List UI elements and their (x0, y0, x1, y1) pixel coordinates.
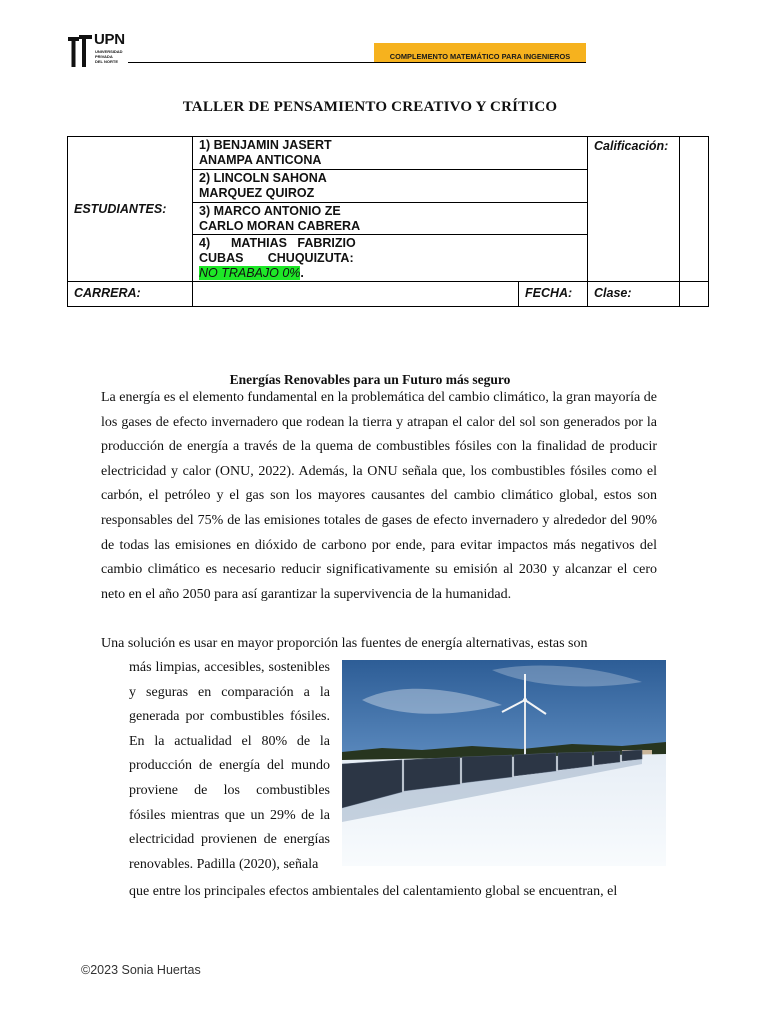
student-1-line1: 1) BENJAMIN JASERT (199, 138, 332, 152)
paragraph-3: que entre los principales efectos ambientales del calentamiento global se encuentran, el (129, 884, 618, 899)
header-divider (128, 62, 586, 63)
solar-panels-wind-turbine-image (342, 660, 666, 866)
paragraph-1: La energía es el elemento fundamental en la problemática del cambio climático, la gran mayoría de los gases de efecto invernadero que rodean la tierra y atrapan el calor del sol son generados por la producción de energía a través de la quema de combustibles fósiles con la finalidad de producir electricidad y calor (ONU, 2022). Además, la ONU señala que, los combustibles fósiles como el carbón, el petróleo y el gas son los mayores causantes del cambio climático global, estos son responsables del 75% de las emisiones totales de gases de efecto invernadero y alrededor del 90% de todas las emisiones en dióxido de carbono por ende, para evitar impactos más negativos del cambio climático es necesario reducir significativamente su emisión al 2030 y alcanzar el cero neto en el año 2050 para así garantizar la supervivencia de la humanidad. (101, 390, 657, 602)
student-2-line2: MARQUEZ QUIROZ (199, 186, 315, 200)
footer-copyright: ©2023 Sonia Huertas (81, 963, 201, 977)
upn-logo-icon (66, 33, 94, 69)
career-label-cell (67, 281, 193, 307)
career-label: CARRERA: (74, 286, 141, 300)
paragraph-2-wrap: más limpias, accesibles, sostenibles y seguras en comparación a la generada por combustibles fósiles. En la actualidad el 80% de la producción de energía del mundo proviene de los combustibles fósiles mientras que un 29% de la electricidad provienen de energías renovables. Padilla (2020), señala (129, 660, 330, 872)
student-4-note: NO TRABAJO 0% (199, 266, 301, 280)
student-info-table (67, 136, 709, 307)
students-label-cell (67, 136, 193, 282)
article-title: Energías Renovables para un Futuro más seguro (229, 372, 511, 387)
paragraph-2-first-line: Una solución es usar en mayor proporción las fuentes de energía alternativas, estas son (101, 636, 588, 651)
student-3-line1: 3) MARCO ANTONIO ZE (199, 204, 341, 218)
logo-sub-3: DEL NORTE (95, 59, 119, 64)
student-4-line1: 4) MATHIAS FABRIZIO (199, 236, 356, 250)
logo-text: UPN (94, 31, 125, 48)
upn-logo (66, 33, 126, 71)
student-1-cell (192, 136, 588, 170)
class-label-cell (587, 281, 680, 307)
student-2-line1: 2) LINCOLN SAHONA (199, 171, 327, 185)
document-title: TALLER DE PENSAMIENTO CREATIVO Y CRÍTICO (182, 99, 558, 115)
student-4-note-suffix: . (300, 266, 304, 280)
student-2-cell (192, 169, 588, 203)
students-label: ESTUDIANTES: (74, 202, 167, 216)
student-3-line2: CARLO MORAN CABRERA (199, 219, 361, 233)
student-3-cell (192, 202, 588, 235)
student-4-cell (192, 234, 588, 282)
class-label: Clase: (594, 286, 632, 300)
logo-sub-1: UNIVERSIDAD (95, 49, 123, 54)
grade-value-cell (679, 136, 709, 282)
date-label: FECHA: (525, 286, 573, 300)
grade-label: Calificación: (594, 139, 669, 153)
student-1-line2: ANAMPA ANTICONA (199, 153, 322, 167)
career-value-cell (192, 281, 519, 307)
grade-cell (587, 136, 680, 282)
date-label-cell (518, 281, 588, 307)
class-value-cell (679, 281, 709, 307)
course-badge: COMPLEMENTO MATEMÁTICO PARA INGENIEROS (374, 43, 586, 62)
logo-sub-2: PRIVADA (95, 54, 113, 59)
student-4-line2: CUBAS CHUQUIZUTA: (199, 251, 354, 265)
